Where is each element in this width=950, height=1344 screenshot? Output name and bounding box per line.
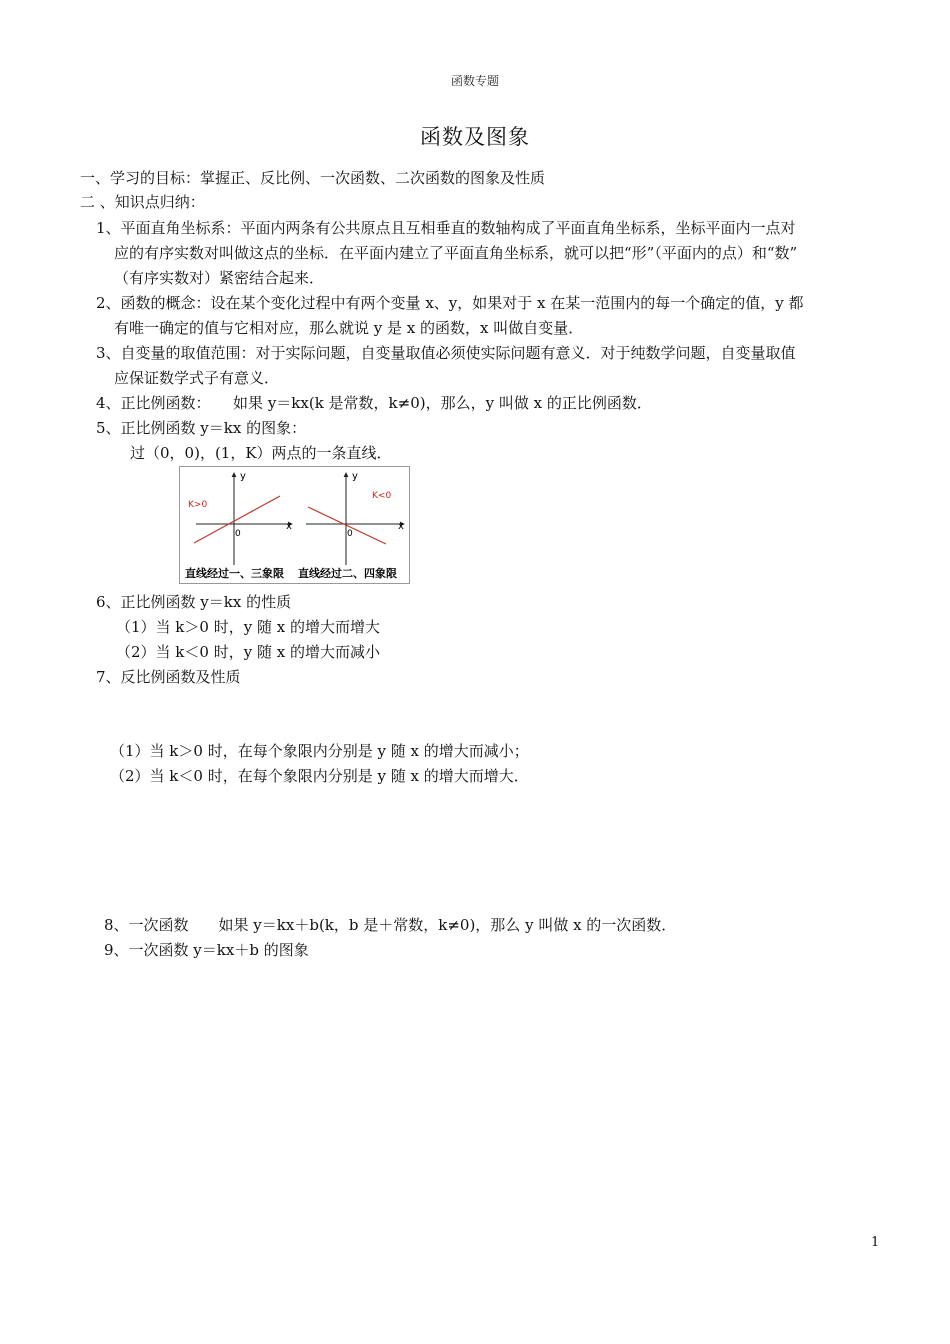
item-8-linear-function: 8、一次函数 如果 y＝kx＋b(k，b 是＋常数，k≠0)，那么 y 叫做 x 的一次函数． (104, 916, 677, 934)
item-3-line-2: 应保证数学式子有意义． (114, 369, 280, 387)
y-label-right: y (352, 471, 358, 482)
item-2-line-1: 2、函数的概念：设在某个变化过程中有两个变量 x、y，如果对于 x 在某一范围内的每一个确定的值，y 都 (96, 294, 804, 312)
caption-left: 直线经过一、三象限 (185, 567, 284, 580)
item-9-linear-graph-heading: 9、一次函数 y＝kx＋b 的图象 (104, 941, 309, 959)
item-6-property-2: （2）当 k＜0 时，y 随 x 的增大而减小 (116, 643, 380, 661)
k-label-left: K>0 (188, 500, 208, 510)
item-1-line-2: 应的有序实数对叫做这点的坐标．在平面内建立了平面直角坐标系，就可以把“形”（平面内的点）和“数” (114, 244, 798, 262)
item-1-line-3: （有序实数对）紧密结合起来． (114, 269, 325, 287)
item-5-graph-description: 过（0，0)，(1，K）两点的一条直线． (130, 444, 392, 462)
proportional-function-figure (179, 466, 410, 584)
page-title: 函数及图象 (420, 125, 530, 149)
y-label-left: y (240, 471, 246, 482)
right-graph-k-negative (298, 471, 404, 580)
caption-right: 直线经过二、四象限 (298, 567, 397, 580)
item-4-direct-proportion: 4、正比例函数： 如果 y＝kx(k 是常数，k≠0)，那么，y 叫做 x 的正比例函数． (96, 394, 652, 412)
x-label-right: x (398, 521, 404, 532)
item-7-property-2: （2）当 k＜0 时，在每个象限内分别是 y 随 x 的增大而增大． (110, 767, 529, 785)
running-header: 函数专题 (450, 74, 499, 88)
left-graph-k-positive (185, 471, 292, 580)
item-6-property-1: （1）当 k＞0 时，y 随 x 的增大而增大 (116, 618, 380, 636)
origin-label-right: 0 (347, 529, 353, 539)
item-5-graph-heading: 5、正比例函数 y＝kx 的图象： (96, 419, 307, 437)
proportional-function-graphs (180, 467, 409, 583)
paragraph-learning-goal: 一、学习的目标：掌握正、反比例、一次函数、二次函数的图象及性质 (80, 169, 546, 187)
item-3-line-1: 3、自变量的取值范围：对于实际问题，自变量取值必须使实际问题有意义．对于纯数学问题，自变量取值 (96, 344, 796, 362)
item-7-property-1: （1）当 k＞0 时，在每个象限内分别是 y 随 x 的增大而减小； (110, 742, 529, 760)
item-2-line-2: 有唯一确定的值与它相对应，那么就说 y 是 x 的函数，x 叫做自变量． (114, 319, 584, 337)
k-label-right: K<0 (372, 491, 392, 501)
origin-label-left: 0 (235, 529, 241, 539)
page-number: 1 (871, 1235, 880, 1250)
x-label-left: x (286, 521, 292, 532)
item-7-heading: 7、反比例函数及性质 (96, 668, 241, 686)
heading-knowledge-summary: 二 、知识点归纳： (80, 193, 205, 211)
item-1-line-1: 1、平面直角坐标系：平面内两条有公共原点且互相垂直的数轴构成了平面直角坐标系，坐标平面内一点对 (96, 219, 796, 237)
item-6-heading: 6、正比例函数 y＝kx 的性质 (96, 593, 292, 611)
